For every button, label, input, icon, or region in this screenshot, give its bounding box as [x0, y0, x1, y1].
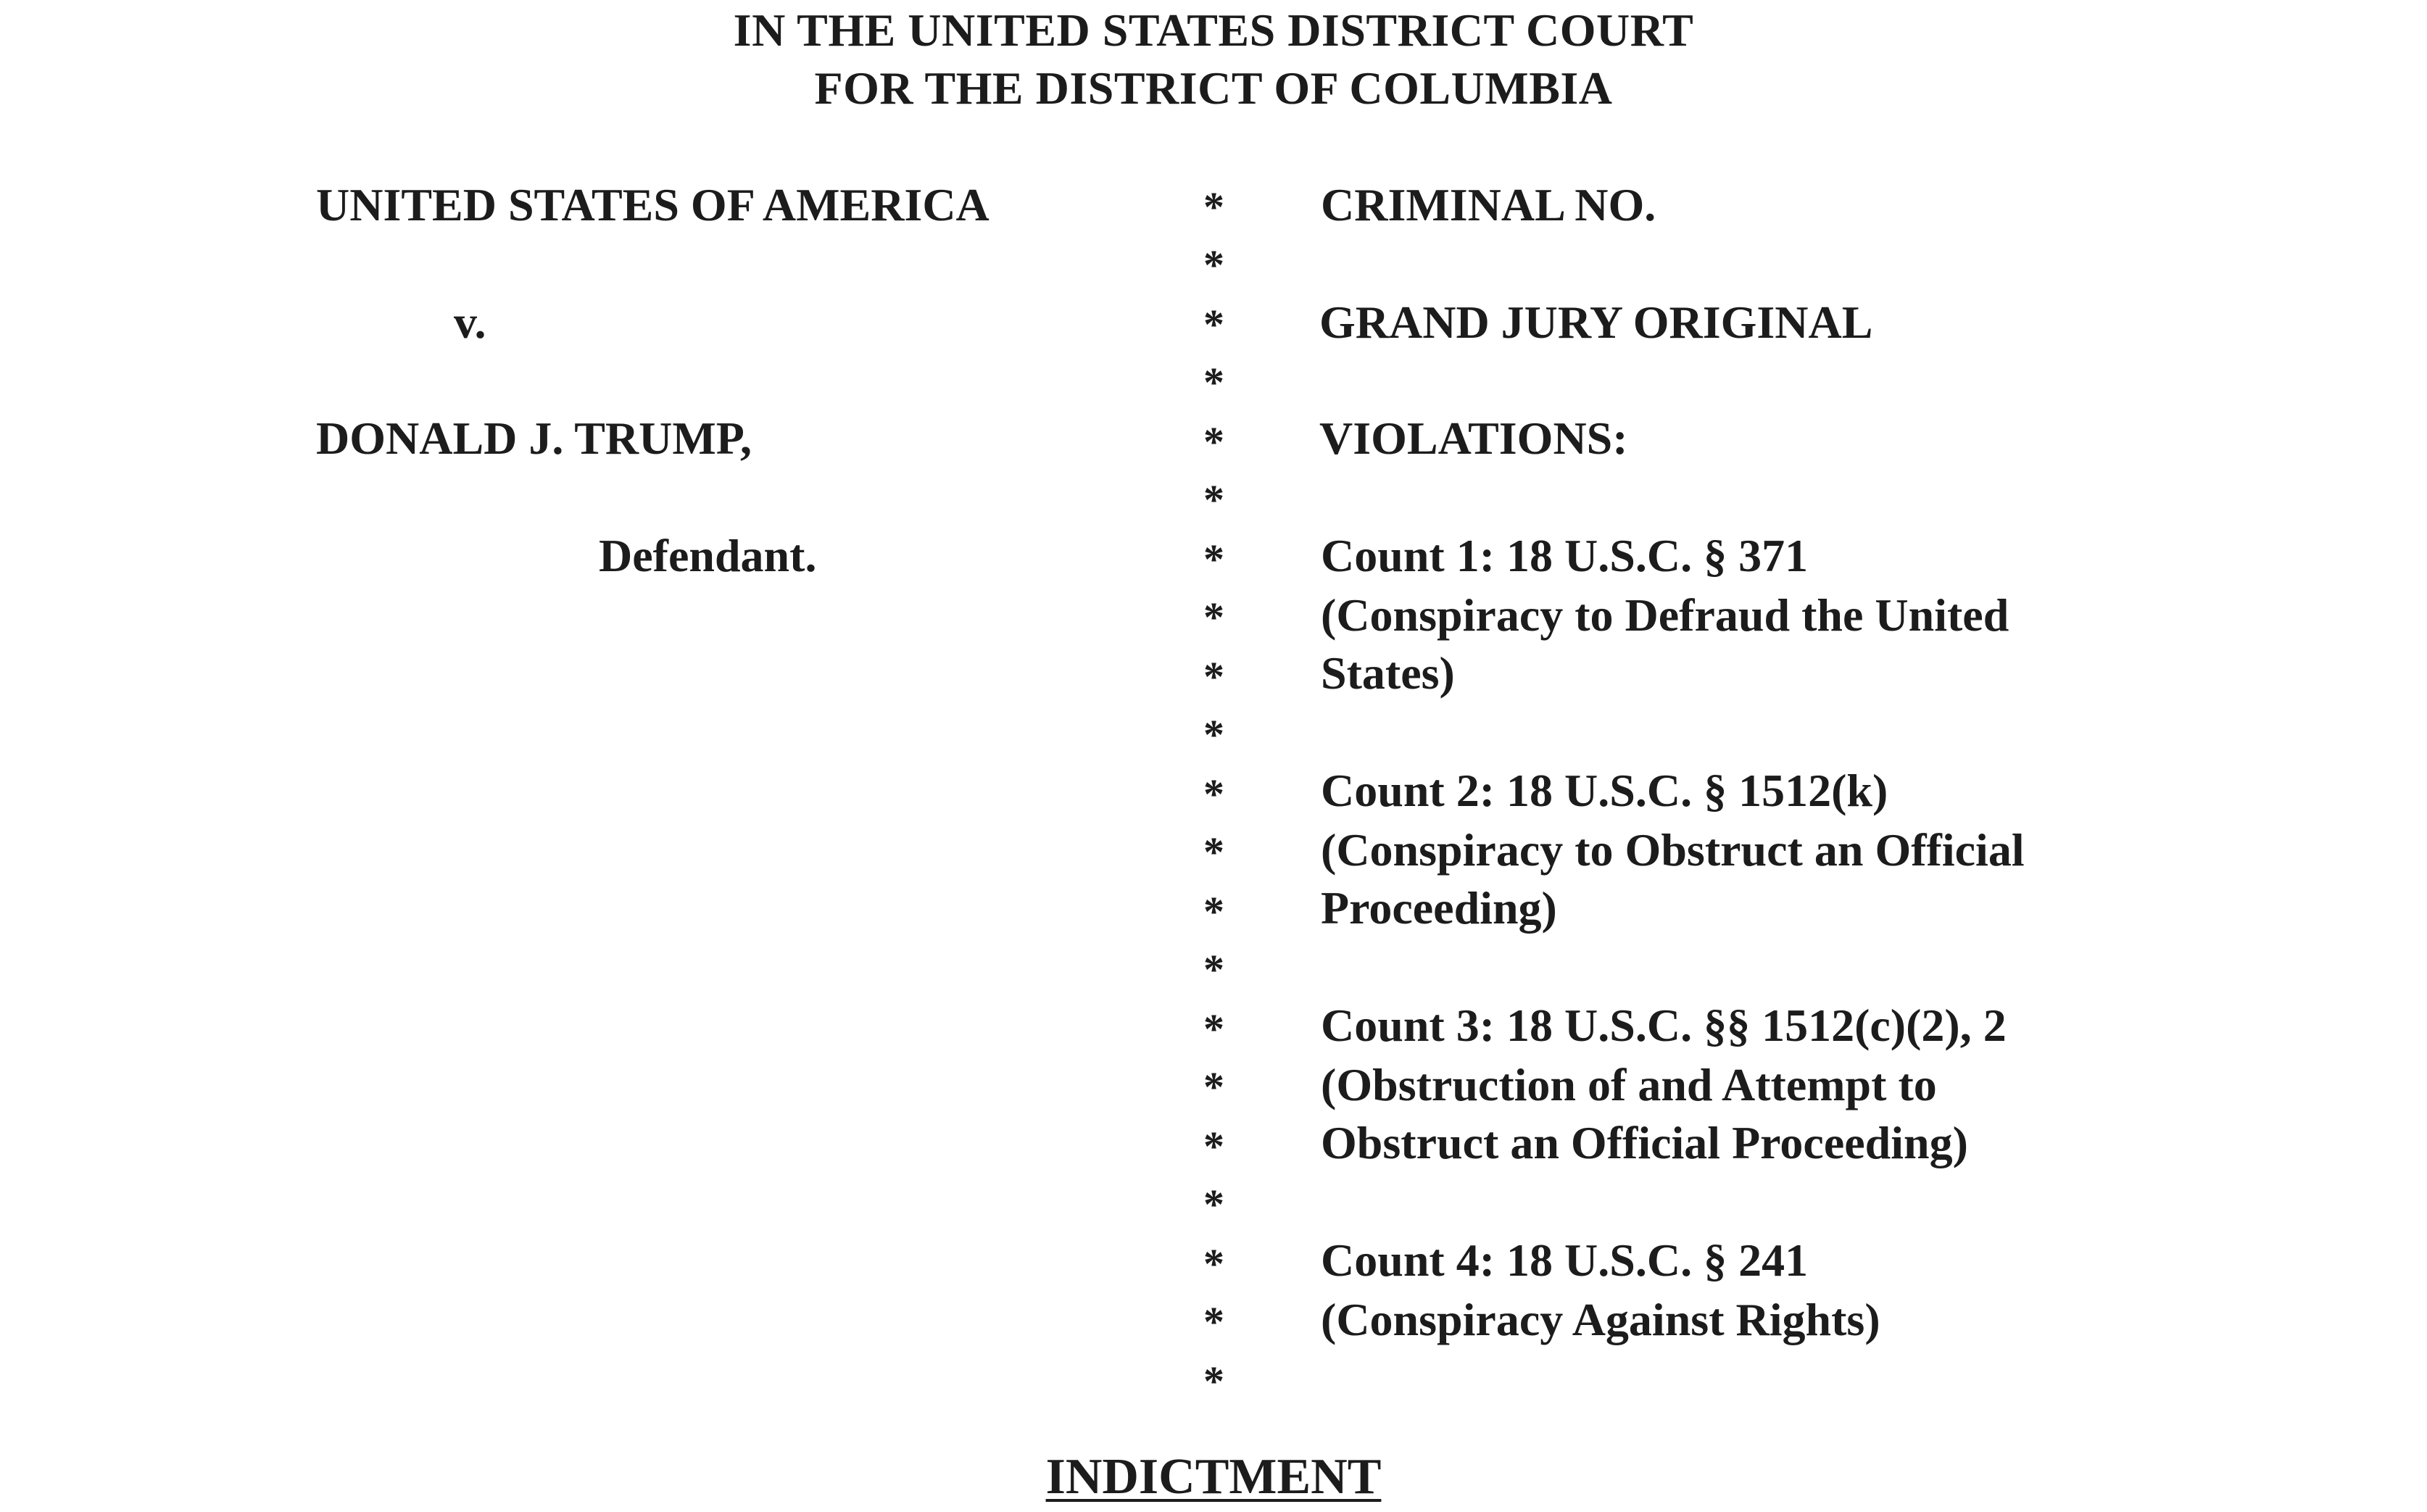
divider-star: *: [1203, 1123, 1224, 1170]
divider-star: *: [1203, 241, 1224, 288]
divider-star: *: [1203, 594, 1224, 641]
divider-star: *: [1203, 770, 1224, 818]
plaintiff-name: UNITED STATES OF AMERICA: [316, 179, 990, 230]
divider-star: *: [1203, 1181, 1224, 1228]
divider-star: *: [1203, 946, 1224, 993]
violations-label: VIOLATIONS:: [1319, 412, 1628, 464]
divider-star: *: [1203, 301, 1224, 348]
document-title: [0, 1445, 2427, 1509]
divider-star: *: [1203, 1063, 1224, 1110]
court-heading-line1: IN THE UNITED STATES DISTRICT COURT: [733, 4, 1694, 56]
count-1-description-cont: States): [1321, 647, 1455, 699]
defendant-role: Defendant.: [599, 530, 817, 581]
divider-star: *: [1203, 1298, 1224, 1345]
versus-label: v.: [454, 296, 486, 348]
count-2-statute: Count 2: 18 U.S.C. § 1512(k): [1321, 765, 1888, 816]
count-1-description: (Conspiracy to Defraud the United: [1321, 589, 2009, 641]
count-1-statute: Count 1: 18 U.S.C. § 371: [1321, 530, 1809, 581]
court-heading-line2: FOR THE DISTRICT OF COLUMBIA: [814, 62, 1613, 114]
count-3-description-cont: Obstruct an Official Proceeding): [1321, 1117, 1968, 1168]
divider-star: *: [1203, 653, 1224, 700]
grand-jury-label: GRAND JURY ORIGINAL: [1319, 296, 1873, 348]
divider-star: *: [1203, 888, 1224, 935]
divider-star: *: [1203, 359, 1224, 406]
divider-star: *: [1203, 476, 1224, 523]
count-2-description-cont: Proceeding): [1321, 882, 1557, 934]
count-3-statute: Count 3: 18 U.S.C. §§ 1512(c)(2), 2: [1321, 1000, 2007, 1051]
divider-star: *: [1203, 183, 1224, 230]
divider-star: *: [1203, 1240, 1224, 1287]
divider-star: *: [1203, 418, 1224, 465]
divider-star: *: [1203, 828, 1224, 876]
criminal-number-label: CRIMINAL NO.: [1321, 179, 1656, 230]
count-4-description: (Conspiracy Against Rights): [1321, 1294, 1880, 1345]
divider-star: *: [1203, 536, 1224, 583]
divider-star: *: [1203, 1005, 1224, 1052]
defendant-name: DONALD J. TRUMP,: [316, 412, 752, 464]
divider-star: *: [1203, 1358, 1224, 1405]
document-title-text: INDICTMENT: [1045, 1449, 1382, 1505]
count-4-statute: Count 4: 18 U.S.C. § 241: [1321, 1234, 1809, 1286]
count-2-description: (Conspiracy to Obstruct an Official: [1321, 824, 2025, 876]
divider-star: *: [1203, 711, 1224, 758]
count-3-description: (Obstruction of and Attempt to: [1321, 1059, 1937, 1110]
